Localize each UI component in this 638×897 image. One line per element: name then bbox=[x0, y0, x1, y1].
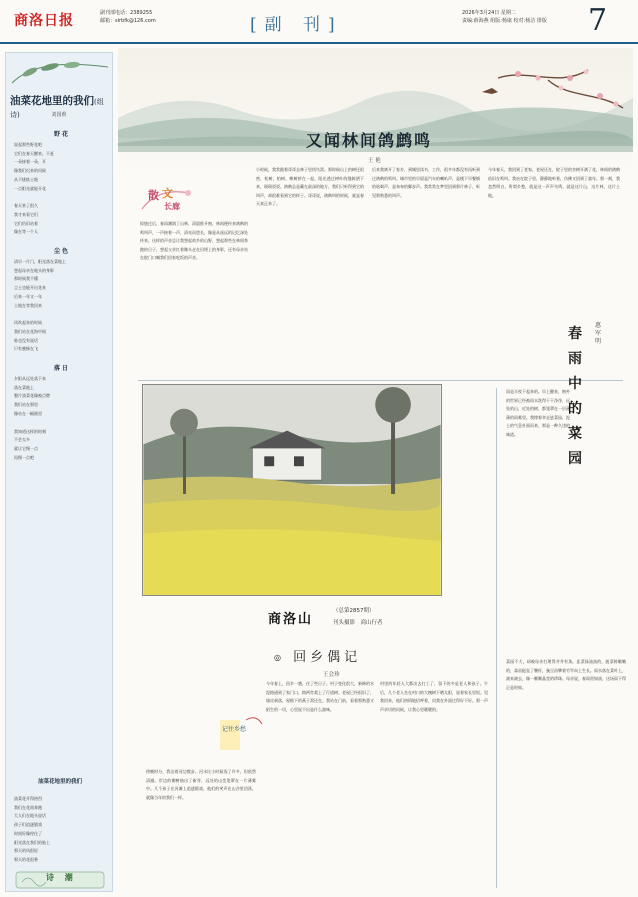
poem-line: 油菜花开得热烈 bbox=[14, 796, 42, 801]
poem-line: 孩子们追逐嬉戏 bbox=[14, 822, 42, 828]
poem-line bbox=[14, 310, 108, 319]
tel: 副刊部电话：2389255 bbox=[100, 10, 153, 16]
poem-line: 就让它慢一点 bbox=[14, 445, 38, 451]
poem-line: 整片油菜花像被点燃 bbox=[14, 393, 50, 399]
divider bbox=[138, 380, 623, 381]
poem-gap bbox=[14, 354, 108, 363]
essay1-column-3: 后来我离开了家乡，到城里读书、工作，很多年都没有再听到过鸽鹧的鸣叫。城市里的早晨是汽车的喇叭声，是楼下早餐铺的吆喝声，是匆匆的脚步声。我常常在梦里回到那片林子，听见那熟悉的叫声。 bbox=[372, 167, 480, 198]
essay1-column-4: 今年春天，我回到了老家。老屋还在，院子里的杏树开满了花，林间的鸽鹧依旧在鸣叫。我站在院子里，静静地听着，仿佛又回到了童年。那一刻，我忽然明白，所谓乡愁，就是这一声声鸟鸣，就是这片山，这片林，这片土地。 bbox=[488, 167, 620, 198]
masthead bbox=[0, 0, 638, 44]
poem-sections bbox=[14, 129, 108, 471]
poem-line: 只有蜜蜂在飞 bbox=[14, 346, 38, 352]
section-title: [副 刊] bbox=[250, 15, 343, 35]
poem-line: 再慢一点吧 bbox=[14, 454, 34, 460]
title-ornament-icon: ◎ bbox=[274, 653, 285, 662]
essay2-author: 王会珍 bbox=[323, 672, 340, 678]
photo-title: 商洛山 bbox=[268, 612, 314, 627]
poem-section-heading: 落 日 bbox=[53, 365, 69, 373]
left-poem-column bbox=[5, 52, 113, 892]
poem-gap bbox=[14, 237, 108, 246]
poem-title-text: 油菜花地里的我们 bbox=[10, 95, 94, 107]
essay3-column-1: 雨是半夜下起来的。早上醒来，窗外的世界已经被雨水洗得干干净净，远处的山，近处的树，都笼罩在一层薄薄的雨雾里。我撑着伞走进菜园，泥土的气息扑面而来，那是一种久违的味道。 bbox=[506, 389, 570, 437]
poem-line: 我才来看它们 bbox=[14, 211, 38, 217]
contact-info bbox=[100, 9, 156, 25]
poem-line: 那天的花很香 bbox=[14, 856, 38, 862]
poem-line bbox=[14, 193, 108, 202]
label-char-2: 文 bbox=[162, 187, 173, 200]
poem-line: 像我们迟来的问候 bbox=[14, 168, 46, 174]
poem-line: 夕阳从远处落下来 bbox=[14, 376, 46, 382]
poem-line: 它们在春天醒来，不赶 bbox=[14, 150, 54, 156]
poem-gap bbox=[14, 462, 108, 471]
photo-issue-number: （总第2857期） bbox=[333, 608, 375, 614]
essay1-column-1: 惊蛰过后，春雨潮润了山林，清晨推开窗，林间便传来鸽鹧的鸣叫声，一声接着一声，清亮而悠长，像是从遥远的记忆深处传来。这样的声音总让我想起故乡的山野，想起那些在林间奔跑的日子，想起父亲扛着锄头走在田埂上的身影，还有母亲站在院门口喊我们回家吃饭的声音。 bbox=[140, 221, 248, 261]
poem-line: 谁也没有说话 bbox=[14, 337, 38, 343]
poem-line: 从不挑拣土地 bbox=[14, 176, 38, 182]
poem-line: 想起母亲在地头的身影 bbox=[14, 267, 54, 273]
essay2-column-label: 记往乡愁 bbox=[222, 726, 247, 733]
dateline bbox=[462, 9, 547, 25]
poem-title-note: (组诗) bbox=[10, 98, 104, 119]
poem-section-heading: 野 花 bbox=[53, 131, 69, 138]
poem-line: 它们仍旧站着 bbox=[14, 220, 38, 226]
essay2-column-2: 村里的年轻人大都出去打工了，留下的多是老人和孩子。午后，几个老人坐在村口的大槐树下晒太阳，说着家长里短。见我回来，他们热情地招呼着，问我在外面过得好不好。那一声声亲切的问候，让我心里暖暖的。 bbox=[380, 681, 488, 712]
poem-line: 清早一片门，阳光落在菜地上 bbox=[14, 259, 66, 265]
date: 2026年3月24日 星期二 bbox=[462, 10, 516, 16]
poem-section-heading: 尘 色 bbox=[53, 248, 69, 256]
poem-line: 那时候我不懂 bbox=[14, 276, 38, 282]
essay2-column-3: 傍晚时分，我沿着河边散步。河水比小时候浅了许多，但依然清澈。岸边的柳树抽出了新芽，远处的山峦笼罩在一片薄雾中。几个孩子在河滩上追逐嬉戏，他们的笑声在山谷里回荡，就像当年的我们一样。 bbox=[146, 769, 256, 800]
poem-author: 刘国莉 bbox=[51, 112, 67, 118]
essay1-author: 王 艳 bbox=[368, 158, 381, 164]
essay1-column-2: 小时候，我常跟着哥哥去林子里找鸟窝。那时候山上的树还很密，松树、柏树、橡树挤在一起，阳光透过树叶的缝隙洒下来，斑斑驳驳。鸽鹧总是藏在最深的地方，我们只听得到它的叫声，却很难看到它的样子。哥哥说，鸽鹧叫的时候，就是春天真正来了。 bbox=[256, 167, 364, 207]
poem-line: 不会太多 bbox=[14, 437, 30, 443]
poetry-tag-label: 诗 潮 bbox=[46, 872, 77, 882]
poem-line: 我们站在那里 bbox=[14, 402, 38, 408]
poem-line: 一朵接着一朵，开 bbox=[14, 159, 46, 165]
poem-line: 我们站在花海中间 bbox=[14, 328, 46, 334]
poem-line: 春天来了很久 bbox=[14, 203, 38, 209]
essay3-author: 惠军明 bbox=[594, 322, 601, 345]
poem-line: 落在菜地上 bbox=[14, 384, 34, 390]
poem-line: 像在等一个人 bbox=[14, 229, 38, 235]
poem-line bbox=[14, 419, 108, 428]
poem-line: 大人们在地头说话 bbox=[14, 813, 46, 819]
label-char-3: 长廊 bbox=[164, 201, 180, 211]
poem-line: 阳光落在我们的脸上 bbox=[14, 839, 50, 845]
poem-line: 土地在等我回来 bbox=[14, 302, 42, 308]
newspaper-logo: 商洛日报 bbox=[14, 13, 74, 29]
poem-line: 时间好像停住了 bbox=[14, 830, 42, 836]
main-content bbox=[118, 48, 633, 893]
poem-line: 像站在一幅画里 bbox=[14, 410, 42, 416]
email: 邮箱：slrbfk@126.com bbox=[100, 18, 156, 24]
poem-line: 后来一年又一年 bbox=[14, 293, 42, 299]
poem-line: 说起那些野花吧 bbox=[14, 142, 42, 147]
poem-line: 我们在花间奔跑 bbox=[14, 804, 42, 810]
poem-line: 尘土也能开出花来 bbox=[14, 285, 46, 291]
poem-line: 我知道这样的时刻 bbox=[14, 428, 46, 434]
editors: 责编:薛海燕 组版:杨康 校对:杨洁 排版 bbox=[462, 18, 547, 24]
photo-credit: 刊头摄影 商山行者 bbox=[333, 620, 383, 626]
essay1-title: 又闻林间鸽鹧鸣 bbox=[306, 131, 433, 150]
essay1-column-label bbox=[138, 183, 196, 215]
page-number: 7 bbox=[588, 3, 608, 38]
poem-line: 一点阳光就能开花 bbox=[14, 185, 46, 191]
essay2-column-label-icon bbox=[218, 712, 266, 758]
poem-line: 那天的风很轻 bbox=[14, 848, 38, 854]
poem-bottom-lines bbox=[14, 795, 108, 865]
poem-subheading: 油菜花地里的我们 bbox=[37, 779, 82, 785]
essay2-title bbox=[274, 646, 361, 665]
essay2-title-text: 回乡偶记 bbox=[293, 650, 362, 665]
poem-line: 风吹起来的时候 bbox=[14, 320, 42, 326]
photo-rapeseed-field bbox=[142, 384, 442, 596]
leaf-ornament-icon bbox=[10, 59, 110, 85]
essay2-column-1: 今年春上，回乡一趟，住了些日子。村子变化很大，新修的水泥路通到了家门口，路两旁栽上了行道树。老屋已经很旧了，墙皮剥落，屋檐下的燕子窝还在。我站在门前，看着那熟悉又陌生的一切，心里说不出是什么滋味。 bbox=[266, 681, 374, 712]
essay3-column-2: 菜园不大，却被母亲打理得井井有条。韭菜绿油油的，菠菜鲜嫩嫩的，蒜苗挺直了腰杆，豌豆苗攀着竹竿向上生长。雨水落在菜叶上，滚来滚去，像一颗颗晶莹的珍珠。母亲说，春雨贵如油，这场雨下得正是时候。 bbox=[506, 659, 626, 690]
vertical-divider bbox=[496, 388, 497, 888]
label-char-1: 散 bbox=[148, 189, 159, 202]
essay3-title: 春雨中的菜园 bbox=[568, 326, 582, 467]
